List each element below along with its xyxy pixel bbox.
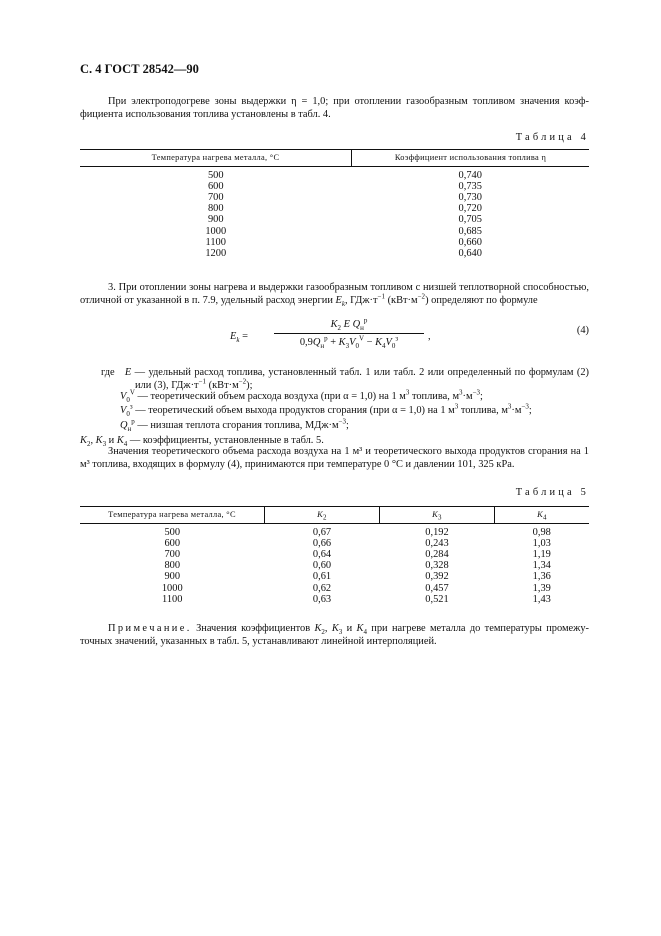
table-cell: 0,730 bbox=[458, 191, 482, 203]
table-cell: 0,640 bbox=[458, 247, 482, 259]
table-cell: 0,720 bbox=[458, 203, 482, 215]
table-cell: 0,705 bbox=[458, 214, 482, 226]
def-V-air: $V_0^V$ — теоретический объем расхода воздуха (при α = 1,0) на 1 $м^3$ топлива, $м^3\cdot м^{-3}$; bbox=[120, 388, 483, 405]
table-cell: 0,192 bbox=[425, 526, 449, 538]
table-row bbox=[80, 594, 589, 605]
table-cell: 0,64 bbox=[312, 548, 332, 560]
def-E: где E — удельный расход топлива, установленный табл. 1 или табл. 2 или определенный по формулам (2) или (3), $ГДж\cdot т^{-1}$ $(кВт\cdot м^{-2})$; bbox=[101, 367, 590, 391]
table-cell: 0,60 bbox=[312, 560, 332, 572]
table4-body bbox=[80, 166, 589, 259]
para3-units2-exp: −2 bbox=[417, 292, 426, 301]
formula-number: (4) bbox=[576, 325, 589, 336]
table-cell: 500 bbox=[207, 169, 224, 181]
note-text-before: Значения коэффициентов bbox=[191, 623, 315, 634]
table5-header-k4: $K_4$ bbox=[495, 507, 590, 524]
formula-lhs-sub: k bbox=[236, 336, 240, 345]
table-row bbox=[80, 226, 589, 237]
formula-4: $E_k$ = $K_2$ E $Q_н^р$ $0,9Q_н^р + K_3V_0^V - K_4V_0^з$ , bbox=[230, 316, 431, 351]
para3-text-start: 3. При отоплении зоны нагрева и выдержки газообразным топливом с низшей теплотворной способностью, отличной от указанной в п. 7.9, удельный расход энергии bbox=[80, 282, 589, 306]
table-cell: 500 bbox=[164, 526, 181, 538]
table4-header-temp: Температура нагрева металла, °С bbox=[80, 150, 352, 167]
table-cell: 0,660 bbox=[458, 236, 482, 248]
table-cell: 700 bbox=[207, 191, 224, 203]
def-E-text: — удельный расход топлива, установленный табл. 1 или табл. 2 или определенный по формулам (2) или (3), ГДж·т bbox=[131, 367, 590, 391]
note-text-after: при нагреве металла до температуры промежуточных значений, указанных в табл. 5, устанавливают линейной интерполяцией. bbox=[80, 623, 590, 647]
table-cell: 1000 bbox=[161, 582, 183, 594]
table-row bbox=[80, 523, 589, 538]
table-cell: 1,34 bbox=[532, 560, 551, 572]
paragraph-3 bbox=[80, 281, 589, 307]
def-K: $K_2$, $K_3$ и $K_4$ — коэффициенты, установленные в табл. 5. bbox=[80, 435, 324, 449]
table5 bbox=[80, 506, 589, 605]
table-cell: 1200 bbox=[205, 247, 227, 259]
table-cell: 0,62 bbox=[312, 582, 332, 594]
intro-paragraph: При электроподогреве зоны выдержки η = 1,0; при отоплении газообразным топливом значения коэффициента использования топлива установлены в табл. 4. bbox=[80, 96, 589, 120]
table4-header-coef: Коэффициент использования топлива η bbox=[352, 150, 590, 167]
table-row bbox=[80, 560, 589, 571]
table-row bbox=[80, 549, 589, 560]
table-cell: 1100 bbox=[205, 236, 226, 248]
def-V-prod-tail: топлива, м bbox=[458, 405, 508, 416]
table-row bbox=[80, 571, 589, 582]
table-cell: 0,61 bbox=[312, 571, 332, 583]
table-cell: 1100 bbox=[162, 593, 183, 605]
table-cell: 600 bbox=[164, 537, 181, 549]
table5-header-temp: Температура нагрева металла, °С bbox=[80, 507, 265, 524]
table-cell: 1,36 bbox=[532, 571, 551, 583]
def-Q: $Q_н^р$ — низшая теплота сгорания топлива, $МДж\cdot м^{-3}$; bbox=[120, 417, 349, 434]
formula-numerator: $K_2$ E $Q_н^р$ bbox=[274, 318, 424, 334]
table-row bbox=[80, 237, 589, 248]
def-V-air-tail: топлива, м bbox=[409, 391, 460, 402]
table-row bbox=[80, 166, 589, 181]
table-cell: 800 bbox=[207, 203, 224, 215]
table-cell: 1,19 bbox=[532, 548, 551, 560]
table4 bbox=[80, 149, 589, 259]
table-cell: 0,392 bbox=[425, 571, 449, 583]
para3-text-end: ) определяют по формуле bbox=[425, 295, 538, 306]
table-row bbox=[80, 181, 589, 192]
table5-header-k3: $K_3$ bbox=[380, 507, 495, 524]
formula-lhs-symbol: E bbox=[230, 331, 237, 342]
note-label: Примечание. bbox=[108, 623, 192, 634]
def-Q-text: — низшая теплота сгорания топлива, МДж·м bbox=[134, 420, 339, 431]
table-cell: 900 bbox=[207, 214, 224, 226]
table-row bbox=[80, 214, 589, 225]
formula-lhs bbox=[230, 330, 248, 343]
para3-symbol: E bbox=[335, 295, 342, 306]
formula-fraction bbox=[274, 318, 424, 349]
table-cell: 0,740 bbox=[458, 169, 482, 181]
formula-equals: = bbox=[242, 331, 248, 342]
def-E-units: (кВт·м bbox=[206, 380, 239, 391]
table-cell: 800 bbox=[164, 560, 181, 572]
def-V-air-text: — теоретический объем расхода воздуха (при α = 1,0) на 1 м bbox=[134, 391, 406, 402]
table-cell: 0,67 bbox=[312, 526, 332, 538]
table-cell: 0,328 bbox=[425, 560, 449, 572]
table-cell: 0,735 bbox=[458, 180, 482, 192]
para3-symbol-sub: k bbox=[341, 300, 345, 309]
formula-denominator: $0,9Q_н^р + K_3V_0^V - K_4V_0^з$ bbox=[299, 334, 399, 351]
page-header: С. 4 ГОСТ 28542—90 bbox=[80, 62, 199, 76]
table-cell: 0,98 bbox=[532, 526, 551, 538]
para3-units2: (кВт·м bbox=[384, 295, 418, 306]
def-where: где bbox=[101, 367, 115, 378]
table-cell: 0,457 bbox=[425, 582, 449, 594]
table-row bbox=[80, 583, 589, 594]
table-cell: 0,521 bbox=[425, 593, 449, 605]
table-cell: 1,39 bbox=[532, 582, 551, 594]
table-cell: 600 bbox=[207, 180, 224, 192]
def-K-text: — коэффициенты, установленные в табл. 5. bbox=[127, 435, 324, 446]
table-cell: 0,66 bbox=[312, 537, 332, 549]
table5-header-k2: $K_2$ bbox=[265, 507, 380, 524]
table-cell: 0,243 bbox=[425, 537, 449, 549]
table5-label: Таблица 5 bbox=[515, 487, 589, 498]
table-cell: 0,284 bbox=[425, 548, 449, 560]
table-cell: 900 bbox=[164, 571, 181, 583]
volume-paragraph: Значения теоретического объема расхода воздуха на 1 м³ и теоретического выхода продуктов сгорания на 1 м³ топлива, входящих в формулу (4), принимаются при температуре 0 °С и давлении 101, 325 кРа. bbox=[80, 446, 589, 470]
table-cell: 1000 bbox=[205, 225, 227, 237]
table-row bbox=[80, 203, 589, 214]
def-V-products: $V_0^з$ — теоретический объем выхода продуктов сгорания (при α = 1,0) на 1 $м^3$ топлива, $м^3\cdot м^{-3}$; bbox=[120, 402, 532, 419]
note-paragraph: Примечание. Значения коэффициентов $K_2$, $K_3$ и $K_4$ при нагреве металла до температуры промежуточных значений, указанных в табл. 5, устанавливают линейной интерполяцией. bbox=[80, 623, 590, 647]
table4-label: Таблица 4 bbox=[515, 132, 589, 143]
table-cell: 700 bbox=[164, 548, 181, 560]
def-V-prod-text: — теоретический объем выхода продуктов сгорания (при α = 1,0) на 1 м bbox=[132, 405, 455, 416]
table-row bbox=[80, 248, 589, 259]
table-row bbox=[80, 538, 589, 549]
table5-body bbox=[80, 523, 589, 605]
table-cell: 0,63 bbox=[312, 593, 332, 605]
table-row bbox=[80, 192, 589, 203]
table-cell: 1,03 bbox=[532, 537, 551, 549]
table-cell: 0,685 bbox=[458, 225, 482, 237]
para3-units: , ГДж·т bbox=[344, 295, 378, 306]
table-cell: 1,43 bbox=[532, 593, 551, 605]
para3-units-exp: −1 bbox=[377, 292, 385, 301]
